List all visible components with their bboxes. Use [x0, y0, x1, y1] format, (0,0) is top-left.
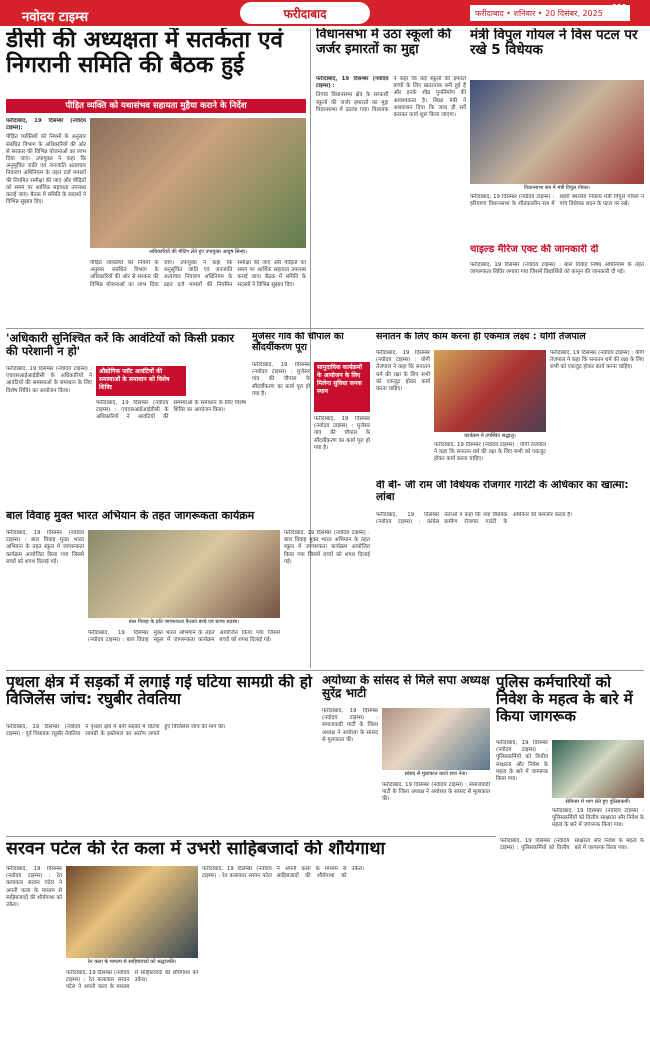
police-continued: फरीदाबाद, 19 दिसम्बर (नवोदय टाइम्स) : पुलिसकर्मियों को वित्तीय साक्षरता और निवेश के महत्व के बारे में जागरूक किया गया।: [552, 808, 644, 829]
police-photo: [552, 740, 644, 806]
row-divider: [6, 328, 644, 329]
prithla-body: फरीदाबाद, 19 दिसम्बर (नवोदय टाइम्स) : पूर्व विधायक रघुबीर तेवतिया ने पृथला क्षेत्र में बनी सड़कों में घटिया सामग्री के इस्तेमाल का आरोप लगाते हुए विजिलेंस जांच की मांग की।: [6, 724, 226, 738]
sanatan-side-text: फरीदाबाद, 19 दिसम्बर (नवोदय टाइम्स) : योगी तेजपाल ने कहा कि सनातन धर्म की रक्षा के लिए सभी को एकजुट होकर कार्य करना चाहिए।: [550, 350, 644, 371]
lead-subhead: पीड़ित व्यक्ति को यथासंभव सहायता मुहैया कराने के निर्देश: [6, 99, 306, 113]
lead-photo-caption: अधिकारियों की मीटिंग लेते हुए उपायुक्त आयुष सिन्हा।: [90, 248, 306, 256]
lead-text: पीड़ित व्यक्तियों को नियमों के अनुसार संबंधित विभाग के अधिकारियों की ओर से सरकार की विभिन्न योजनाओं का लाभ दिया जाए। उपायुक्त ने कहा कि अनुसूचित जाति एवं जनजाति अत्याचार निवारण अधिनियम के तहत दर्ज मामलों की नियमित समीक्षा की जाए और पीड़ितों को समय पर आर्थिक सहायता उपलब्ध कराई जाए। बैठक में समिति के सदस्यों ने विभिन्न सुझाव दिए।: [6, 134, 86, 206]
date-line: फरीदाबाद • शनिवार • 20 दिसंबर, 2025: [470, 5, 630, 21]
paper-name: नवोदय टाइम्स: [0, 0, 180, 26]
police-headline: पुलिस कर्मचारियों को निवेश के महत्व के बारे में किया जागरूक: [496, 674, 633, 725]
vidhan-text: तिगांव विधानसभा क्षेत्र के सरकारी स्कूलों की जर्जर इमारतों का मुद्दा विधानसभा में उठाया गया। विधायक ने कहा कि कई स्कूलों की इमारतें बच्चों के लिए खतरनाक बनी हुई हैं और इनके शीघ्र पुनर्निर्माण की आवश्यकता है। शिक्षा मंत्री ने आश्वासन दिया कि जल्द ही सर्वे कराकर कार्य शुरू किया जाएगा।: [316, 76, 466, 119]
prithla-headline: पृथला क्षेत्र में सड़कों में लगाई गई घटिया सामग्री की हो विजिलेंस जांच: रघुबीर तेवतिया: [6, 674, 312, 709]
lead-headline: डीसी की अध्यक्षता में सतर्कता एवं निगरानी समिति की बैठक हुई: [6, 28, 284, 79]
mujesar-headline: मुजेसर गांव की चौपाल का सौंदर्यीकरण पूरा: [252, 332, 344, 353]
ayodhya-body: फरीदाबाद, 19 दिसम्बर (नवोदय टाइम्स) : समाजवादी पार्टी के जिला अध्यक्ष ने अयोध्या के सांसद से मुलाकात की।: [322, 708, 378, 743]
ayodhya-photo: [382, 708, 490, 778]
sanatan-caption: कार्यक्रम में उपस्थित श्रद्धालु।: [434, 432, 546, 440]
sanatan-body: फरीदाबाद, 19 दिसम्बर (नवोदय टाइम्स) : योगी तेजपाल ने कहा कि सनातन धर्म की रक्षा के लिए सभी को एकजुट होकर कार्य करना चाहिए।: [376, 350, 430, 393]
lead-continued: पीड़ित व्यक्तियों को नियमों के अनुसार संबंधित विभाग के अधिकारियों की ओर से सरकार की विभिन्न योजनाओं का लाभ दिया जाए। उपायुक्त ने कहा कि अनुसूचित जाति एवं जनजाति अत्याचार निवारण अधिनियम के तहत दर्ज मामलों की नियमित समीक्षा की जाए और पीड़ितों को समय पर आर्थिक सहायता उपलब्ध कराई जाए। बैठक में समिति के सदस्यों ने विभिन्न सुझाव दिए।: [90, 260, 306, 288]
sarvan-continued: फरीदाबाद, 19 दिसम्बर (नवोदय टाइम्स) : रेत कलाकार सरवन पटेल ने अपनी कला के माध्यम से साहिबजादों की शौर्यगाथा को उकेरा।: [66, 970, 198, 991]
mujesar-box-title: सामुदायिक कार्यक्रमों के आयोजन के लिए मिलेगा सुविधा जनक स्थान: [314, 362, 370, 412]
ayodhya-caption: सांसद से मुलाकात करते सपा नेता।: [382, 770, 490, 778]
police-caption: सेमिनार में भाग लेते हुए पुलिसकर्मी।: [552, 798, 644, 806]
lead-dateline: फरीदाबाद, 19 दिसम्बर (नवोदय टाइम्स):: [6, 118, 86, 132]
bal-vivah-side: फरीदाबाद, 19 दिसम्बर (नवोदय टाइम्स) : बाल विवाह मुक्त भारत अभियान के तहत स्कूल में जागरूकता कार्यक्रम आयोजित किया गया जिसमें बच्चों को शपथ दिलाई गई।: [284, 530, 370, 565]
adhikari-box-title: औद्योगिक प्लॉट आवंटियों की समस्याओं के समाधान को विशेष शिविर: [96, 366, 186, 396]
lead-body: [6, 118, 86, 326]
sarvan-photo: [66, 866, 198, 966]
police-body: फरीदाबाद, 19 दिसम्बर (नवोदय टाइम्स) : पुलिसकर्मियों को वित्तीय साक्षरता और निवेश के महत्व के बारे में जागरूक किया गया।: [496, 740, 548, 783]
adhikari-continued: फरीदाबाद, 19 दिसम्बर (नवोदय टाइम्स) : एचएसआईआईडीसी के अधिकारियों ने आवंटियों की समस्याओं के समाधान के लिए विशेष शिविर का आयोजन किया।: [96, 400, 246, 421]
sarvan-side: फरीदाबाद, 19 दिसम्बर (नवोदय टाइम्स) : रेत कलाकार सरवन पटेल ने अपनी कला के माध्यम से साहिबजादों की शौर्यगाथा को उकेरा।: [202, 866, 365, 880]
sanatan-continued: फरीदाबाद, 19 दिसम्बर (नवोदय टाइम्स) : योगी तेजपाल ने कहा कि सनातन धर्म की रक्षा के लिए सभी को एकजुट होकर कार्य करना चाहिए।: [434, 442, 546, 463]
vidhan-body: [316, 76, 466, 248]
goyal-headline: मंत्री विपुल गोयल ने विस पटल पर रखे 5 विधेयक: [470, 28, 638, 59]
sarvan-headline: सरवन पटेल की रेत कला में उभरी साहिबजादों की शौर्यगाथा: [6, 840, 386, 859]
sanatan-headline: सनातन के लिए काम करना ही एकमात्र लक्ष्य : योगी तेजपाल: [376, 332, 586, 342]
bal-vivah-caption: बाल विवाह के प्रति जागरूकता फैलाते बच्चे एवं स्टाफ सदस्य।: [88, 618, 280, 626]
vbg-body: फरीदाबाद, 19 दिसम्बर (नवोदय टाइम्स) : कांग्रेस नेताओं ने कहा कि नया विधेयक ग्रामीण रोजगार गारंटी के अधिकार को कमजोर करता है।: [376, 512, 573, 526]
vbg-headline: वी बी- जी राम जी विधेयक रोजगार गारंटी के अधिकार का खात्मा: लांबा: [376, 480, 629, 503]
bal-vivah-photo: [88, 530, 280, 626]
mujesar-continued: फरीदाबाद, 19 दिसम्बर (नवोदय टाइम्स) : मुजेसर गांव की चौपाल के सौंदर्यीकरण का कार्य पूरा हो गया है।: [314, 416, 370, 451]
row-divider-3: [6, 836, 496, 837]
bal-vivah-body: फरीदाबाद, 19 दिसम्बर (नवोदय टाइम्स) : बाल विवाह मुक्त भारत अभियान के तहत स्कूल में जागरूकता कार्यक्रम आयोजित किया गया जिसमें बच्चों को शपथ दिलाई गई।: [6, 530, 84, 565]
goyal-body: फरीदाबाद, 19 दिसम्बर (नवोदय टाइम्स) : हरियाणा विधानसभा के शीतकालीन सत्र में शहरी स्थानीय निकाय मंत्री विपुल गोयल ने पांच विधेयक सदन के पटल पर रखे।: [470, 194, 644, 208]
goyal-photo: [470, 80, 644, 192]
child-marriage-body: फरीदाबाद, 19 दिसम्बर (नवोदय टाइम्स) : बाल विवाह निषेध अधिनियम के तहत जागरूकता शिविर लगाया गया जिसमें विद्यार्थियों को कानून की जानकारी दी गई।: [470, 262, 644, 276]
page-number: III: [612, 3, 627, 18]
row-divider-2: [6, 670, 644, 671]
sarvan-body: फरीदाबाद, 19 दिसम्बर (नवोदय टाइम्स) : रेत कलाकार सरवन पटेल ने अपनी कला के माध्यम से साहिबजादों की शौर्यगाथा को उकेरा।: [6, 866, 62, 909]
sarvan-caption: रेत कला के माध्यम से साहिबजादों को श्रद्धांजलि।: [66, 958, 198, 966]
bal-vivah-continued: फरीदाबाद, 19 दिसम्बर (नवोदय टाइम्स) : बाल विवाह मुक्त भारत अभियान के तहत स्कूल में जागरूकता कार्यक्रम आयोजित किया गया जिसमें बच्चों को शपथ दिलाई गई।: [88, 630, 280, 644]
lead-photo: [90, 118, 306, 256]
section-name: फरीदाबाद: [240, 2, 370, 24]
adhikari-body: फरीदाबाद, 19 दिसम्बर (नवोदय टाइम्स) : एचएसआईआईडीसी के अधिकारियों ने आवंटियों की समस्याओं के समाधान के लिए विशेष शिविर का आयोजन किया।: [6, 366, 92, 394]
mujesar-body: फरीदाबाद, 19 दिसम्बर (नवोदय टाइम्स) : मुजेसर गांव की चौपाल के सौंदर्यीकरण का कार्य पूरा हो गया है।: [252, 362, 310, 397]
ayodhya-headline: अयोध्या के सांसद से मिले सपा अध्यक्ष सुरेंद्र भाटी: [322, 674, 490, 701]
child-marriage-headline: चाइल्ड मैरिज एक्ट की जानकारी दी: [470, 244, 599, 255]
goyal-caption: विधानसभा सत्र में मंत्री विपुल गोयल।: [470, 184, 644, 192]
vidhan-headline: विधानसभा में उठा स्कूलों की जर्जर इमारतों का मुद्दा: [316, 28, 451, 57]
sanatan-photo-1: [434, 350, 546, 440]
vidhan-dateline: फरीदाबाद, 19 दिसम्बर (नवोदय टाइम्स) :: [316, 76, 389, 90]
bal-vivah-headline: बाल विवाह मुक्त भारत अभियान के तहत जागरूकता कार्यक्रम: [6, 510, 255, 522]
police-side: फरीदाबाद, 19 दिसम्बर (नवोदय टाइम्स) : पुलिसकर्मियों को वित्तीय साक्षरता और निवेश के महत्व के बारे में जागरूक किया गया।: [500, 838, 644, 852]
adhikari-headline: 'अधिकारी सुनिश्चित करें कि आवंटियों को किसी प्रकार की परेशानी न हो': [6, 332, 235, 358]
ayodhya-continued: फरीदाबाद, 19 दिसम्बर (नवोदय टाइम्स) : समाजवादी पार्टी के जिला अध्यक्ष ने अयोध्या के सांसद से मुलाकात की।: [382, 782, 490, 803]
